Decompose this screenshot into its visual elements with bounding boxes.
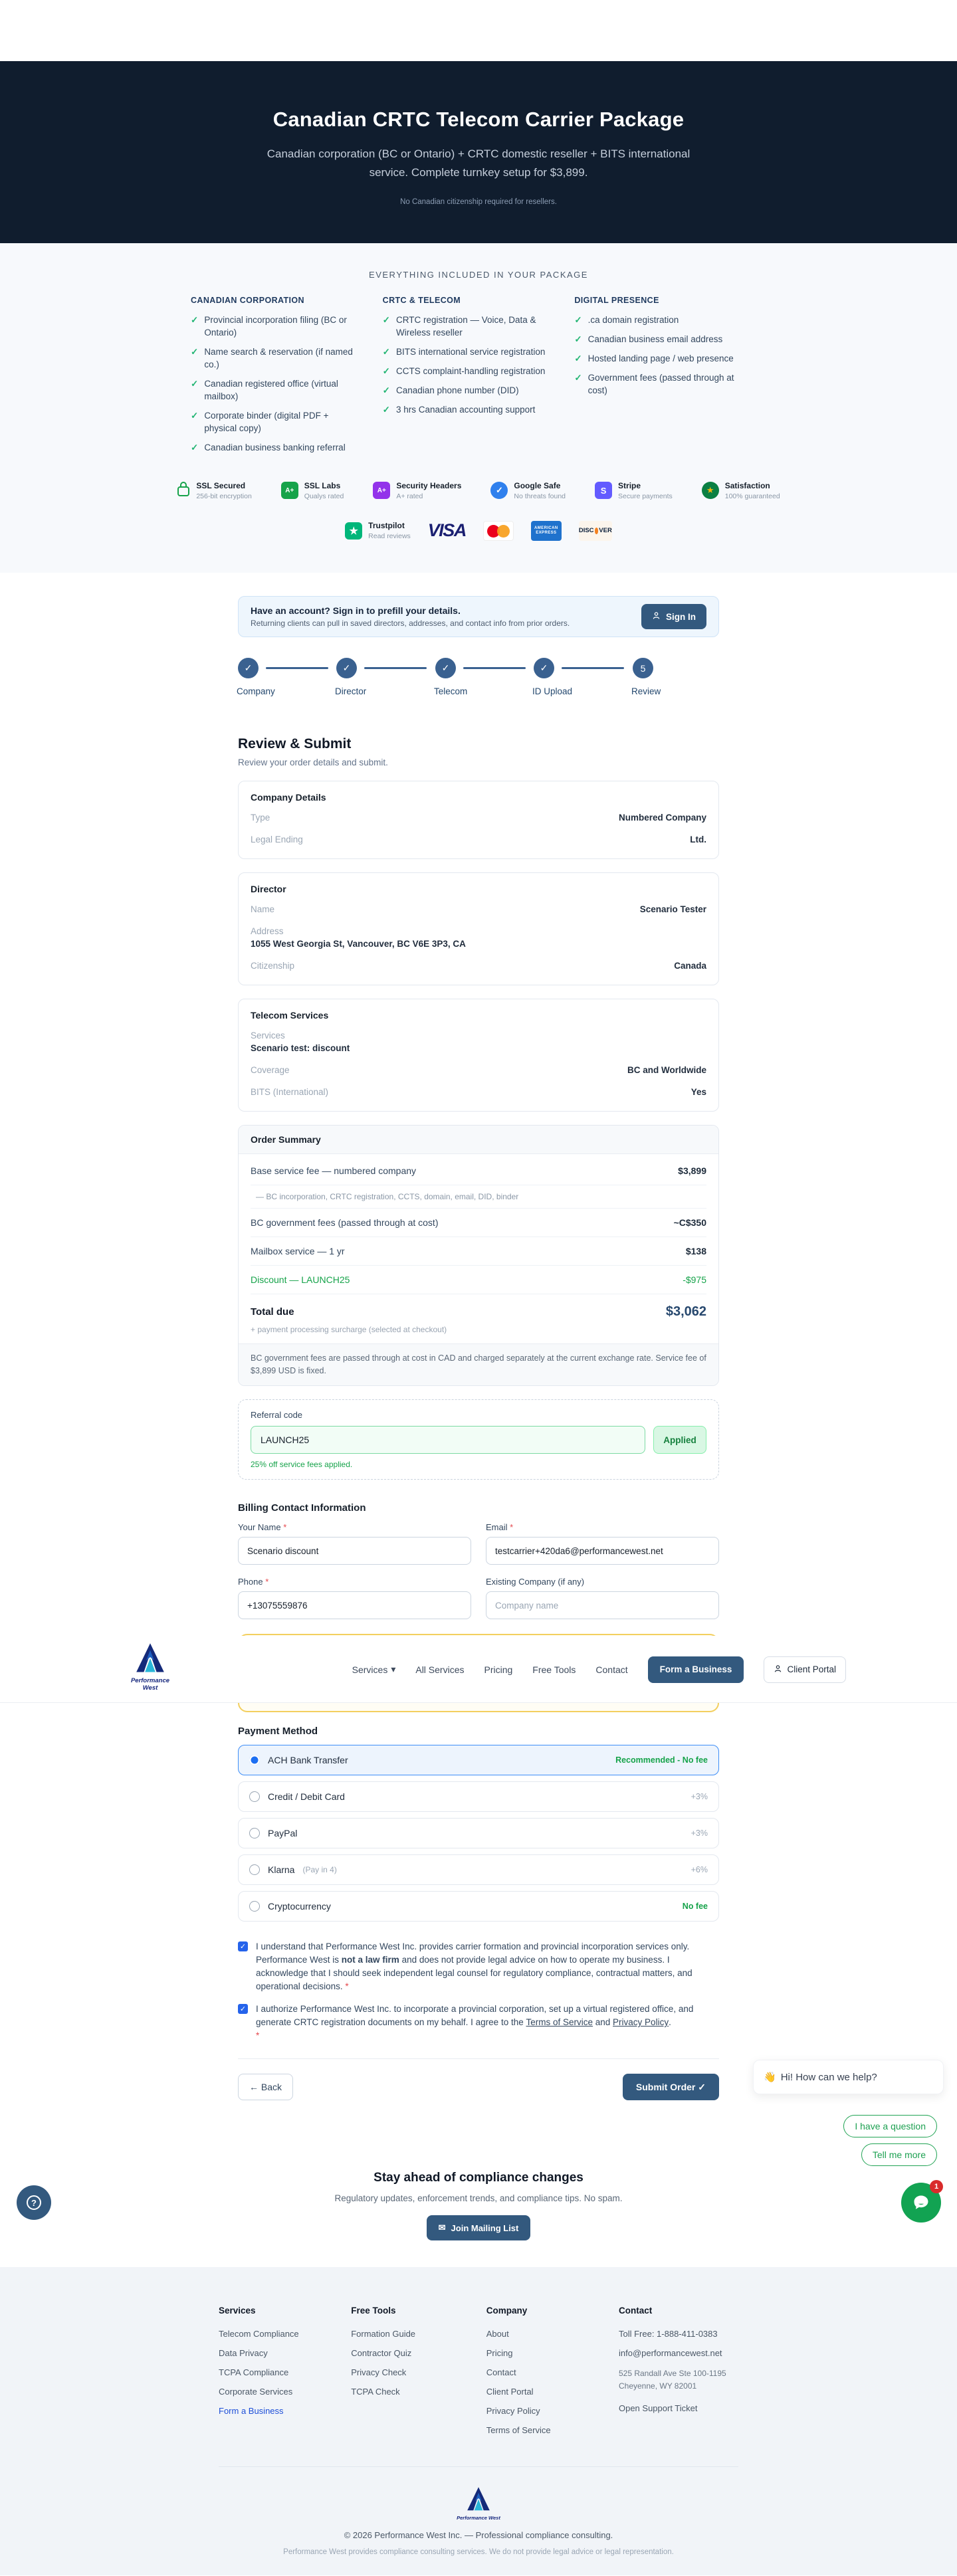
list-item-label: Canadian phone number (DID) [395,385,519,395]
footer-col-company [486,2306,619,2453]
required-marker: * [283,1522,287,1532]
star-icon: ★ [702,482,719,499]
badge-sub: Read reviews [368,532,411,540]
summary-base-note: — BC incorporation, CRTC registration, CCTS, domain, email, DID, binder [251,1185,706,1209]
step-company[interactable]: ✓ [238,658,259,678]
brand-name: Performance West [130,1677,170,1692]
discover-logo: DISC VER [579,521,612,541]
list-item-label: Hosted landing page / web presence [587,353,734,363]
payment-fee: Recommended - No fee [615,1755,708,1765]
referral-success-note: 25% off service fees applied. [251,1460,353,1469]
director-card [238,872,719,985]
trustpilot-star-icon: ★ [345,522,362,540]
footer-link-contractor-quiz[interactable]: Contractor Quiz [351,2348,412,2358]
footer-link-privacy-check[interactable]: Privacy Check [351,2367,407,2377]
email-label: Email * [486,1522,514,1532]
trustpilot-badge[interactable] [345,521,411,540]
check-icon: ✓ [574,334,582,344]
client-portal-button[interactable] [764,1656,846,1683]
column-title: CRTC & TELECOM [382,296,461,305]
list-item-label: Canadian business email address [587,334,723,344]
list-item-label: .ca domain registration [587,315,679,325]
nav-item-services[interactable]: Services ▾ [352,1664,396,1675]
card-title: Telecom Services [251,1010,329,1021]
badge-sub: A+ rated [396,492,423,500]
payment-option-paypal[interactable] [238,1818,719,1848]
step-label: Review [631,686,661,696]
visa-logo: VISA [427,520,466,540]
trust-badges-row [0,480,957,500]
chat-greeting-text: Hi! How can we help? [780,2071,877,2083]
list-item-label: 3 hrs Canadian accounting support [395,405,536,415]
check-icon: ✓ [191,347,199,357]
footer-col-title: Company [486,2306,528,2316]
name-input[interactable] [238,1537,471,1565]
name-label: Your Name * [238,1522,287,1532]
radio-icon[interactable] [249,1901,260,1912]
check-icon: ✓ [382,405,390,415]
badge-sub: No threats found [514,492,566,500]
payment-option-card[interactable] [238,1781,719,1812]
footer-disclaimer: Performance West provides compliance consulting services. We do not provide legal advice or legal representation. [283,2548,674,2556]
badge-label: Trustpilot [368,521,405,530]
person-icon [652,611,661,622]
chat-quick-reply-more[interactable]: Tell me more [861,2143,937,2166]
list-item [574,352,744,365]
badge-label: Google Safe [514,480,561,490]
footer-col-free-tools [351,2306,486,2453]
list-item-label: CCTS complaint-handling registration [395,366,546,376]
person-icon [774,1664,782,1675]
list-item [191,314,360,339]
trust-badge-ssllabs [281,481,344,500]
detail-row: Name Scenario Tester [251,904,706,914]
step-label: Telecom [434,686,468,696]
detail-value: 1055 West Georgia St, Vancouver, BC V6E 3P3, CA [251,939,466,949]
footer-link-corporate-services[interactable]: Corporate Services [219,2387,293,2397]
referral-code-input[interactable] [251,1426,645,1454]
mailing-title: Stay ahead of compliance changes [373,2171,584,2185]
chevron-down-icon: ▾ [391,1664,396,1674]
terms-of-service-link[interactable]: Terms of Service [526,2017,593,2027]
footer-copyright: © 2026 Performance West Inc. — Professional compliance consulting. [344,2530,613,2540]
included-columns [191,296,766,460]
checkbox-checked-icon[interactable]: ✓ [238,1941,248,1951]
footer-address: 525 Randall Ave Ste 100-1195 Cheyenne, WY 82001 [618,2369,726,2391]
summary-row-gov-fees: BC government fees (passed through at cost) ~C$350 [251,1209,706,1237]
billing-form [238,1522,719,1619]
summary-row-total: Total due $3,062 [251,1304,706,1319]
footer-divider [219,2466,738,2467]
list-item [191,409,360,435]
existing-company-field-group [486,1577,719,1619]
required-marker: * [510,1522,514,1532]
included-column-corporation [191,296,383,460]
footer-link-client-portal[interactable]: Client Portal [486,2387,534,2397]
existing-company-input[interactable] [486,1591,719,1619]
list-item-label: Canadian business banking referral [204,443,346,452]
privacy-policy-link[interactable]: Privacy Policy [613,2017,669,2027]
question-mark-icon: ? [27,2195,41,2210]
footer-logo [0,2486,957,2521]
check-icon: ✓ [574,373,582,383]
detail-row: BITS (International) Yes [251,1087,706,1097]
footer-link-data-privacy[interactable]: Data Privacy [219,2348,268,2358]
progress-stepper [238,658,719,700]
total-due-value: $3,062 [665,1304,706,1319]
mailing-list-section [0,2171,957,2240]
footer-link-telecom-compliance[interactable]: Telecom Compliance [219,2329,299,2339]
a-plus-icon: A+ [373,482,390,499]
step-telecom[interactable]: ✓ [435,658,456,678]
footer-link-terms-of-service[interactable]: Terms of Service [486,2425,551,2435]
payment-fee: +3% [691,1829,708,1838]
detail-row: Legal Ending Ltd. [251,835,706,844]
footer-email[interactable]: info@performancewest.net [618,2348,722,2358]
list-item-label: Name search & reservation (if named co.) [204,347,353,369]
check-icon: ✓ [382,366,390,376]
email-input[interactable] [486,1537,719,1565]
phone-label: Phone * [238,1577,269,1587]
step-connector [266,667,328,669]
nav-item-contact[interactable]: Contact [595,1664,628,1675]
check-icon: ✓ [191,379,199,389]
consent-text: I understand that Performance West Inc. provides carrier formation and provincial incorporation services only. Performance West is not a law firm and does not provide legal advice on how to operate my business. I acknowledge that I should seek independent legal counsel for regulatory compliance, contractual matters, and operational decisions. * [256,1941,692,1991]
badge-label: Satisfaction [724,480,770,490]
email-field-group [486,1522,719,1565]
check-icon: ✓ [191,411,199,421]
brand-logo[interactable] [130,1641,170,1692]
mailing-subtitle: Regulatory updates, enforcement trends, and compliance tips. No spam. [334,2193,623,2203]
list-item [383,384,552,397]
footer-link-privacy-policy[interactable]: Privacy Policy [486,2406,540,2416]
list-item [191,441,360,454]
order-summary-title: Order Summary [239,1126,718,1154]
radio-icon[interactable] [249,1864,260,1875]
trust-badge-google-safe [490,481,566,500]
section-title: Review & Submit [238,736,352,751]
card-title: Company Details [251,792,326,803]
billing-heading: Billing Contact Information [238,1502,366,1514]
column-title: DIGITAL PRESENCE [574,296,659,305]
list-item [383,314,552,339]
wave-icon: 👋 [764,2072,776,2083]
amex-logo: AMERICAN EXPRESS [531,521,562,541]
form-actions [238,2074,719,2100]
included-section [0,243,957,573]
nav-item-all-services[interactable]: All Services [415,1664,465,1675]
card-title: Director [251,884,286,894]
join-mailing-list-button[interactable]: ✉ Join Mailing List [427,2215,531,2240]
hero-note: No Canadian citizenship required for resellers. [400,198,557,206]
trust-badge-satisfaction [702,481,780,500]
payment-option-sub: (Pay in 4) [302,1865,337,1874]
footer-col-contact [619,2306,738,2453]
payment-option-crypto[interactable] [238,1891,719,1922]
back-button[interactable]: ← Back [238,2074,293,2100]
payment-fee: +3% [691,1792,708,1801]
check-icon: ✓ [191,443,199,452]
arrow-left-icon: ← [249,2082,259,2092]
column-title: CANADIAN CORPORATION [191,296,304,305]
help-button[interactable] [17,2185,51,2220]
footer-col-title: Free Tools [351,2306,396,2316]
checkbox-checked-icon[interactable]: ✓ [238,2004,248,2014]
footer-link-form-a-business[interactable]: Form a Business [219,2406,284,2416]
list-item [383,403,552,416]
order-summary-card [238,1125,719,1386]
badge-sub: Qualys rated [304,492,344,500]
payment-option-label: ACH Bank Transfer [268,1755,348,1765]
lock-icon [177,480,190,500]
badge-label: SSL Secured [196,480,246,490]
detail-value: Scenario test: discount [251,1043,350,1053]
trust-badge-ssl [177,480,251,500]
form-a-business-button[interactable]: Form a Business [648,1656,744,1683]
payment-option-label: Cryptocurrency [268,1901,331,1912]
check-icon: ✓ [574,353,582,363]
required-marker: * [345,1981,349,1991]
footer-support-ticket[interactable]: Open Support Ticket [618,2403,698,2413]
name-field-group [238,1522,471,1565]
footer [0,2267,957,2575]
consent-authorization [238,2003,719,2042]
payment-option-ach[interactable] [238,1745,719,1775]
check-icon: ✓ [574,315,582,325]
chat-unread-badge: 1 [930,2180,943,2193]
company-details-card [238,781,719,859]
list-item [574,371,744,397]
footer-brand-name: Performance West [457,2515,500,2521]
step-label: ID Upload [532,686,573,696]
nav-item-free-tools[interactable]: Free Tools [532,1664,576,1675]
included-column-digital [574,296,766,460]
badge-sub: Secure payments [618,492,673,500]
step-review[interactable]: 5 [633,658,653,678]
footer-col-title: Contact [618,2306,653,2316]
hero-subtitle: Canadian corporation (BC or Ontario) + CRTC domestic reseller + BITS international service. Complete turnkey setup for $3,899. [266,148,691,179]
payment-option-label: Klarna [268,1864,295,1875]
detail-row: Type Numbered Company [251,813,706,823]
phone-field-group [238,1577,471,1619]
referral-code-box [238,1399,719,1480]
list-item-label: Canadian registered office (virtual mailbox) [204,379,338,401]
list-item-label: Corporate binder (digital PDF + physical copy) [204,411,329,433]
footer-col-title: Services [219,2306,256,2316]
list-item-label: Government fees (passed through at cost) [587,373,734,395]
payment-fee: +6% [691,1865,708,1874]
nav-links [352,1636,846,1703]
telecom-services-card [238,999,719,1112]
order-summary-footnote: BC government fees are passed through at cost in CAD and charged separately at the current exchange rate. Service fee of $3,899 USD is fixed. [239,1343,718,1385]
badge-label: Stripe [618,480,641,490]
navbar [0,1636,957,1703]
checkout-column [238,596,719,2100]
required-marker: * [256,2031,260,2040]
check-icon: ✓ [191,315,199,325]
envelope-icon: ✉ [438,2223,446,2232]
payment-logos-row [0,520,957,541]
page-title: Canadian CRTC Telecom Carrier Package [272,108,685,131]
sign-in-button[interactable] [641,604,706,629]
summary-row-discount: Discount — LAUNCH25 -$975 [251,1266,706,1294]
step-label: Company [237,686,275,696]
footer-link-tcpa-compliance[interactable]: TCPA Compliance [219,2367,289,2377]
list-item-label: CRTC registration — Voice, Data & Wireless reseller [395,315,536,338]
check-circle-icon: ✓ [490,482,508,499]
check-icon: ✓ [382,385,390,395]
footer-link-about[interactable]: About [486,2329,509,2339]
payment-option-klarna[interactable] [238,1854,719,1885]
nav-item-pricing[interactable]: Pricing [484,1664,513,1675]
list-item-label: Provincial incorporation filing (BC or Ontario) [204,315,347,338]
payment-method-heading: Payment Method [238,1726,318,1737]
footer-link-contact[interactable]: Contact [486,2367,516,2377]
referral-applied-button[interactable]: Applied [653,1426,706,1454]
existing-company-label: Existing Company (if any) [486,1577,585,1587]
footer-link-formation-guide[interactable]: Formation Guide [351,2329,416,2339]
signin-banner [238,596,719,637]
check-icon: ✓ [698,2081,706,2092]
summary-row-mailbox: Mailbox service — 1 yr $138 [251,1237,706,1266]
check-icon: ✓ [382,347,390,357]
client-portal-label: Client Portal [787,1664,836,1674]
list-item [574,333,744,346]
consent-text: I authorize Performance West Inc. to incorporate a provincial corporation, set up a virtual registered office, and generate CRTC registration documents on my behalf. I agree to the Terms of Service and Privacy Policy. * [256,2004,694,2040]
sign-in-label: Sign In [666,611,696,622]
footer-link-tcpa-check[interactable]: TCPA Check [351,2387,400,2397]
referral-label: Referral code [251,1410,303,1420]
consent-not-law-firm [238,1940,719,1993]
step-connector [562,667,624,669]
phone-input[interactable] [238,1591,471,1619]
badge-label: Security Headers [396,480,462,490]
step-label: Director [335,686,367,696]
trust-badge-security-headers [373,481,461,500]
footer-col-services [219,2306,351,2453]
section-subtitle: Review your order details and submit. [238,757,388,767]
list-item [574,314,744,326]
signin-title: Have an account? Sign in to prefill your details. [251,605,461,616]
detail-label: Services [251,1031,285,1040]
list-item [383,365,552,377]
discover-dot-icon [595,528,599,534]
hero-banner [0,61,957,243]
submit-order-button[interactable]: Submit Order ✓ [623,2074,719,2100]
summary-row-base-fee: Base service fee — numbered company $3,899 [251,1157,706,1185]
payment-option-label: PayPal [268,1828,298,1838]
step-connector [364,667,427,669]
badge-sub: 256-bit encryption [196,492,252,500]
surcharge-note: + payment processing surcharge (selected at checkout) [251,1325,447,1334]
radio-icon[interactable] [249,1828,260,1838]
detail-label: Address [251,926,284,936]
radio-selected-icon[interactable] [249,1755,260,1765]
footer-toll-free[interactable]: Toll Free: 1-888-411-0383 [618,2329,718,2339]
badge-sub: 100% guaranteed [724,492,780,500]
list-item-label: BITS international service registration [395,347,546,357]
required-marker: * [265,1577,269,1587]
step-connector [463,667,526,669]
included-column-telecom [383,296,575,460]
radio-icon[interactable] [249,1791,260,1802]
step-director[interactable]: ✓ [336,658,357,678]
logo-mark-icon [465,2486,492,2511]
chat-greeting-bubble[interactable] [753,2060,944,2094]
step-id-upload[interactable]: ✓ [534,658,554,678]
payment-option-label: Credit / Debit Card [268,1791,345,1802]
stripe-icon: S [595,482,612,499]
badge-label: SSL Labs [304,480,341,490]
list-item [191,377,360,403]
divider [238,2058,719,2059]
chat-quick-reply-question[interactable]: I have a question [843,2115,937,2137]
list-item [191,346,360,371]
included-heading: EVERYTHING INCLUDED IN YOUR PACKAGE [369,270,588,280]
check-icon: ✓ [382,315,390,325]
list-item [383,346,552,358]
signin-subtitle: Returning clients can pull in saved directors, addresses, and contact info from prior orders. [251,619,570,628]
detail-row: Coverage BC and Worldwide [251,1065,706,1075]
mastercard-logo [483,521,514,541]
trust-badge-stripe [595,481,673,500]
a-plus-icon: A+ [281,482,298,499]
payment-method-list [238,1745,719,1922]
footer-link-pricing[interactable]: Pricing [486,2348,513,2358]
logo-mark-icon [133,1641,167,1673]
payment-fee: No fee [682,1902,708,1911]
detail-row: Citizenship Canada [251,961,706,971]
chat-bubble-icon [912,2193,930,2212]
